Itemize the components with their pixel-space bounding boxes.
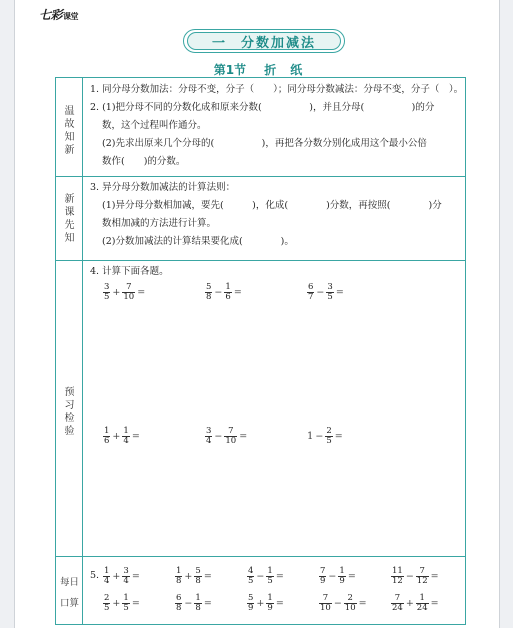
- question-2-part-b: 数，这个过程叫作通分。: [102, 120, 207, 131]
- fraction: $\frac{11}{12}$: [392, 566, 403, 586]
- operator: +: [256, 598, 265, 609]
- practice-problem: [102, 427, 141, 446]
- operator: −: [405, 571, 414, 582]
- fraction: $\frac{3}{4}$: [123, 566, 129, 586]
- equals-sign: =: [335, 287, 344, 298]
- equals-sign: =: [430, 571, 439, 582]
- question-3-part-c: (2)分数加减法的计算结果要化成( )。: [102, 236, 294, 247]
- question-2-part-d: 数作( )的分数。: [102, 156, 186, 167]
- fraction: $\frac{5}{8}$: [206, 282, 212, 302]
- operator: −: [315, 431, 324, 442]
- whole-number: 1: [307, 431, 314, 442]
- label-char: 新: [64, 194, 75, 205]
- equals-sign: =: [131, 431, 140, 442]
- label-char: 故: [64, 119, 75, 130]
- question-3: 3. 异分母分数加减法的计算法则：: [90, 182, 236, 193]
- fraction: $\frac{1}{6}$: [225, 282, 231, 302]
- equals-sign: =: [275, 598, 284, 609]
- label-oral: 口算: [59, 598, 79, 609]
- oral-problem: [318, 594, 368, 613]
- section-title-part-a: 折: [264, 63, 277, 77]
- fraction: $\frac{2}{5}$: [326, 426, 332, 446]
- fraction: $\frac{6}{8}$: [176, 593, 182, 613]
- practice-problem: [306, 283, 345, 302]
- fraction: $\frac{7}{10}$: [225, 426, 237, 446]
- equals-sign: =: [239, 431, 248, 442]
- logo-sub-text: 课堂: [63, 12, 79, 21]
- publisher-logo: [39, 6, 78, 23]
- worksheet-frame: [55, 77, 466, 625]
- fraction: $\frac{1}{4}$: [104, 566, 110, 586]
- fraction: $\frac{7}{24}$: [392, 593, 403, 613]
- practice-problem: [102, 283, 146, 302]
- operator: +: [112, 571, 121, 582]
- practice-problem: [204, 427, 248, 446]
- label-review: [56, 105, 83, 157]
- logo-main-text: 七彩: [39, 8, 63, 22]
- fraction: $\frac{1}{6}$: [104, 426, 110, 446]
- practice-problem: [306, 427, 344, 446]
- section-title-part-b: 纸: [290, 63, 303, 77]
- equals-sign: =: [430, 598, 439, 609]
- oral-problem: [102, 567, 141, 586]
- oral-problem: [246, 594, 285, 613]
- review-block: [90, 81, 463, 171]
- unit-title: 分数加减法: [241, 35, 317, 51]
- operator: +: [112, 598, 121, 609]
- operator: −: [256, 571, 265, 582]
- operator: +: [112, 287, 121, 298]
- oral-problem: [174, 567, 213, 586]
- question-3-part-b: 数相加减的方法进行计算。: [102, 218, 217, 229]
- fraction: $\frac{3}{5}$: [327, 282, 333, 302]
- operator: −: [184, 598, 193, 609]
- fraction: $\frac{1}{8}$: [176, 566, 182, 586]
- label-column: [56, 78, 83, 624]
- label-char: 知: [64, 132, 75, 143]
- fraction: $\frac{6}{7}$: [308, 282, 314, 302]
- fraction: $\frac{7}{10}$: [123, 282, 135, 302]
- fraction: $\frac{1}{8}$: [195, 593, 201, 613]
- oral-problem: [102, 594, 141, 613]
- equals-sign: =: [131, 571, 140, 582]
- fraction: $\frac{7}{9}$: [320, 566, 326, 586]
- oral-problem: [318, 567, 357, 586]
- equals-sign: =: [358, 598, 367, 609]
- label-char: 习: [64, 400, 75, 411]
- label-char: 预: [64, 387, 75, 398]
- label-char: 检: [64, 413, 75, 424]
- question-4: 4. 计算下面各题。: [90, 266, 169, 277]
- fraction: $\frac{1}{9}$: [267, 593, 273, 613]
- document-page[interactable]: [14, 0, 500, 628]
- fraction: $\frac{7}{10}$: [320, 593, 331, 613]
- equals-sign: =: [203, 571, 212, 582]
- label-char: 课: [64, 207, 75, 218]
- question-3-part-a: (1)异分母分数相加减，要先( )，化成( )分数，再按照( )分: [102, 200, 442, 211]
- label-daily: 每日: [59, 577, 79, 588]
- fraction: $\frac{1}{5}$: [267, 566, 273, 586]
- fraction: $\frac{1}{5}$: [123, 593, 129, 613]
- equals-sign: =: [275, 571, 284, 582]
- operator: −: [214, 431, 223, 442]
- row-divider: [56, 260, 465, 261]
- label-new-lesson: [56, 193, 83, 245]
- fraction: $\frac{1}{4}$: [123, 426, 129, 446]
- question-2-part-c: (2)先求出原来几个分母的( )，再把各分数分别化成用这个最小公倍: [102, 138, 427, 149]
- fraction: $\frac{2}{5}$: [104, 593, 110, 613]
- practice-problem: [204, 283, 243, 302]
- operator: +: [112, 431, 121, 442]
- row-divider: [56, 556, 465, 557]
- fraction: $\frac{3}{4}$: [206, 426, 212, 446]
- row-divider: [56, 176, 465, 177]
- new-lesson-block: [90, 179, 442, 251]
- fraction: $\frac{7}{12}$: [416, 566, 428, 586]
- fraction: $\frac{4}{5}$: [248, 566, 254, 586]
- label-preview: [56, 386, 83, 438]
- operator: −: [333, 598, 342, 609]
- operator: −: [214, 287, 223, 298]
- label-char: 知: [64, 233, 75, 244]
- equals-sign: =: [334, 431, 343, 442]
- unit-number: 一: [211, 35, 227, 51]
- fraction: $\frac{5}{9}$: [248, 593, 254, 613]
- unit-title-inner: [187, 32, 341, 50]
- oral-problem: [390, 594, 440, 613]
- equals-sign: =: [131, 598, 140, 609]
- label-char: 验: [64, 426, 75, 437]
- equals-sign: =: [203, 598, 212, 609]
- equals-sign: =: [233, 287, 242, 298]
- section-number: 第1节: [213, 63, 247, 77]
- equals-sign: =: [347, 571, 356, 582]
- unit-title-banner: [183, 29, 345, 53]
- equals-sign: =: [137, 287, 146, 298]
- oral-problem: [246, 567, 285, 586]
- fraction: $\frac{1}{9}$: [339, 566, 345, 586]
- operator: +: [184, 571, 193, 582]
- label-char: 新: [64, 145, 75, 156]
- operator: −: [316, 287, 325, 298]
- oral-problem: [390, 567, 440, 586]
- label-char: 温: [64, 106, 75, 117]
- question-2-part-a: 2. (1)把分母不同的分数化成和原来分数( )，并且分母( )的分: [90, 102, 435, 113]
- fraction: $\frac{5}{8}$: [195, 566, 201, 586]
- fraction: $\frac{3}{5}$: [104, 282, 110, 302]
- question-1: 1. 同分母分数加法：分母不变，分子（ ）；同分母分数减法：分母不变，分子（ ）。: [90, 84, 464, 95]
- label-char: 先: [64, 220, 75, 231]
- fraction: $\frac{2}{10}$: [344, 593, 356, 613]
- operator: +: [405, 598, 414, 609]
- oral-problem: [174, 594, 213, 613]
- question-5-number: 5.: [90, 570, 100, 581]
- fraction: $\frac{1}{24}$: [416, 593, 428, 613]
- section-title: [15, 61, 501, 78]
- operator: −: [328, 571, 337, 582]
